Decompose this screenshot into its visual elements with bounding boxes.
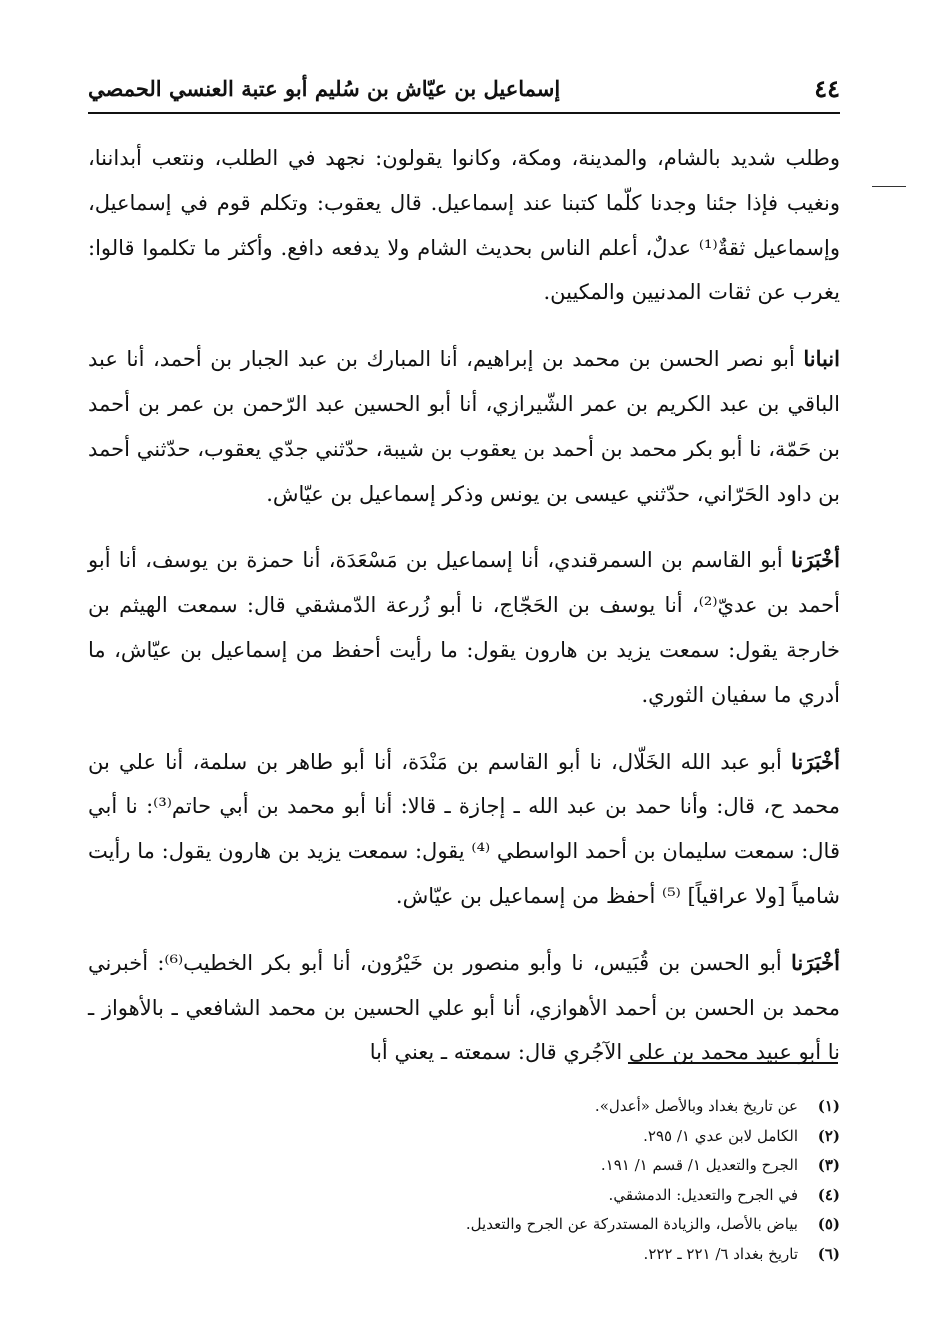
page-header bbox=[88, 70, 840, 106]
paragraph bbox=[88, 941, 840, 1075]
footnote-text: بياض بالأصل، والزيادة المستدركة عن الجرح والتعديل. bbox=[465, 1215, 798, 1233]
paragraph-text: أبو نصر الحسن بن محمد بن إبراهيم، أنا المبارك بن عبد الجبار بن أحمد، أنا عبد الباقي بن عبد الكريم بن عمر الشّيرازي، أنا أبو الحسين عبد الرّحمن بن عمر بن أحمد بن حَمّة، نا أبو بكر محمد بن أحمد بن يعقوب بن شيبة، حدّثني جدّي يعقوب، حدّثني أحمد بن داود الحَرّاني، حدّثني عيسى بن يونس وذكر إسماعيل بن عيّاش. bbox=[88, 347, 840, 506]
paragraph-lead: انبانا bbox=[803, 346, 840, 372]
footnote-text: الكامل لابن عدي ١/ ٢٩٥. bbox=[643, 1126, 798, 1145]
paragraph-lead: أخْبَرَنا bbox=[791, 949, 840, 975]
paragraph bbox=[88, 538, 840, 717]
footnote-text: تاريخ بغداد ٦/ ٢٢١ ـ ٢٢٢. bbox=[643, 1244, 798, 1263]
paragraph bbox=[88, 337, 840, 516]
paragraph bbox=[88, 740, 840, 919]
paragraph-text: أبو الحسن بن قُبَيس، نا وأبو منصور بن خَيْرُون، أنا أبو بكر الخطيب⁽⁶⁾: أخبرني محمد بن الحسن بن أحمد الأهوازي، أنا أبو علي الحسين بن محمد الشافعي ـ بالأهواز ـ نا أبو عبيد محمد بن علي الآجُري قال: سمعته ـ يعني أبا bbox=[88, 950, 840, 1065]
footnote bbox=[88, 1210, 840, 1240]
footnote-number: (٣) bbox=[817, 1156, 840, 1174]
page-number: ٤٤ bbox=[814, 73, 840, 103]
paragraph-lead: أخْبَرَنا bbox=[791, 547, 840, 573]
paragraph-text: أبو القاسم بن السمرقندي، أنا إسماعيل بن مَسْعَدَة، أنا حمزة بن يوسف، أنا أبو أحمد بن عديّ⁽²⁾، أنا يوسف بن الحَجّاج، نا أبو زُرعة الدّمشقي قال: سمعت الهيثم بن خارجة يقول: سمعت يزيد بن هارون يقول: ما رأيت أحفظ من إسماعيل بن عيّاش، ما أدري ما سفيان الثوري. bbox=[88, 548, 840, 707]
margin-mark bbox=[872, 186, 906, 187]
footnote bbox=[88, 1240, 840, 1270]
footnote bbox=[88, 1092, 840, 1122]
footnote-number: (٤) bbox=[817, 1185, 840, 1204]
footnote-rule bbox=[628, 1062, 838, 1064]
footnote-number: (٥) bbox=[817, 1215, 840, 1233]
footnote bbox=[88, 1151, 840, 1181]
footnote bbox=[88, 1181, 840, 1211]
header-rule bbox=[88, 112, 840, 114]
footnote-text: عن تاريخ بغداد وبالأصل «أعدل». bbox=[594, 1097, 798, 1115]
footnote-text: الجرح والتعديل ١/ قسم ١/ ١٩١. bbox=[600, 1156, 798, 1174]
footnotes bbox=[88, 1092, 840, 1269]
footnote-number: (٦) bbox=[817, 1244, 840, 1263]
footnote-text: في الجرح والتعديل: الدمشقي. bbox=[608, 1185, 798, 1204]
footnote-number: (١) bbox=[817, 1097, 840, 1115]
paragraph-lead: أخْبَرَنا bbox=[791, 748, 840, 774]
paragraph bbox=[88, 136, 840, 315]
main-text bbox=[88, 136, 840, 1097]
paragraph-text: أبو عبد الله الخَلّال، نا أبو القاسم بن مَنْدَة، أنا أبو طاهر بن سلمة، أنا علي بن محمد ح، قال: وأنا حمد بن عبد الله ـ إجازة ـ قالا: أنا أبو محمد بن أبي حاتم⁽³⁾: نا أبي قال: سمعت سليمان بن أحمد الواسطي ⁽⁴⁾ يقول: سمعت يزيد بن هارون يقول: ما رأيت شامياً [ولا عراقياً] ⁽⁵⁾ أحفظ من إسماعيل بن عيّاش. bbox=[88, 749, 840, 908]
paragraph-text: وطلب شديد بالشام، والمدينة، ومكة، وكانوا يقولون: نجهد في الطلب، ونتعب أبداننا، ونغيب فإذا جئنا وجدنا كلّما كتبنا عند إسماعيل. قال يعقوب: وتكلم قوم في إسماعيل، وإسماعيل ثقةٌ⁽¹⁾ عدلٌ، أعلم الناس بحديث الشام ولا يدفعه دافع. وأكثر ما تكلموا قالوا: يغرب عن ثقات المدنيين والمكيين. bbox=[88, 146, 840, 305]
footnote-number: (٢) bbox=[817, 1126, 840, 1145]
running-title: إسماعيل بن عيّاش بن سُليم أبو عتبة العنسي الحمصي bbox=[88, 75, 561, 101]
footnote bbox=[88, 1122, 840, 1152]
